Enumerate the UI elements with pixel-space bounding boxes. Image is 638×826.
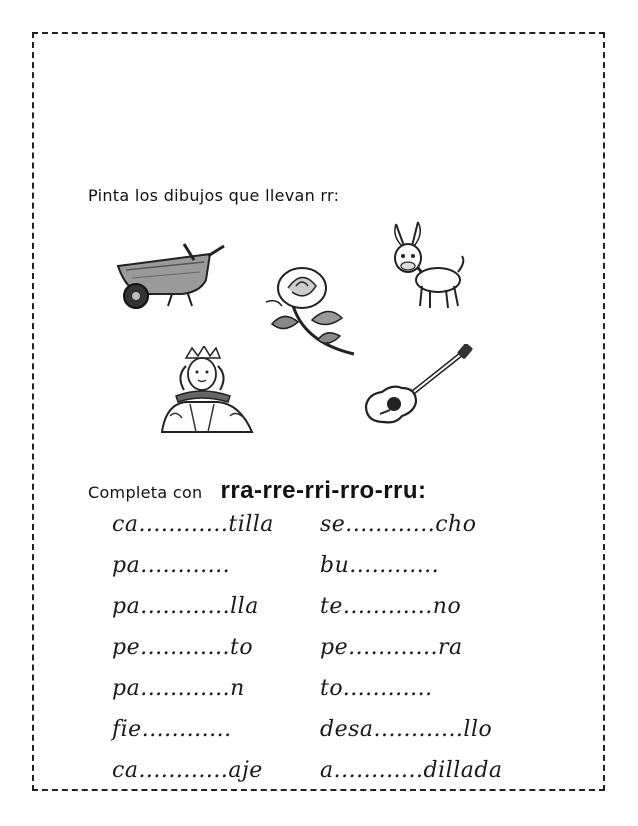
word-left-6: fie............ — [112, 717, 232, 742]
word-left-5: pa............n — [112, 676, 245, 701]
word-left-4: pe............to — [112, 635, 254, 660]
donkey-icon — [382, 220, 468, 312]
paint-instruction: Pinta los dibujos que llevan rr: — [88, 186, 340, 205]
word-left-2: pa............ — [112, 553, 231, 578]
syllable-list: rra-rre-rri-rro-rru: — [220, 477, 427, 504]
guitar-icon — [362, 344, 474, 426]
rose-icon — [262, 262, 362, 358]
word-left-7: ca............aje — [112, 758, 263, 783]
word-right-6: desa............llo — [320, 717, 493, 742]
word-right-4: pe............ra — [320, 635, 463, 660]
word-left-1: ca............tilla — [112, 512, 274, 537]
word-right-5: to............ — [320, 676, 433, 701]
complete-instruction — [88, 478, 427, 506]
word-right-3: te............no — [320, 594, 462, 619]
word-right-1: se............cho — [320, 512, 477, 537]
complete-prefix: Completa con — [88, 483, 203, 502]
queen-icon — [156, 346, 260, 434]
wheelbarrow-icon — [112, 240, 230, 312]
word-right-2: bu............ — [320, 553, 440, 578]
word-left-3: pa............lla — [112, 594, 259, 619]
word-right-7: a............dillada — [320, 758, 503, 783]
